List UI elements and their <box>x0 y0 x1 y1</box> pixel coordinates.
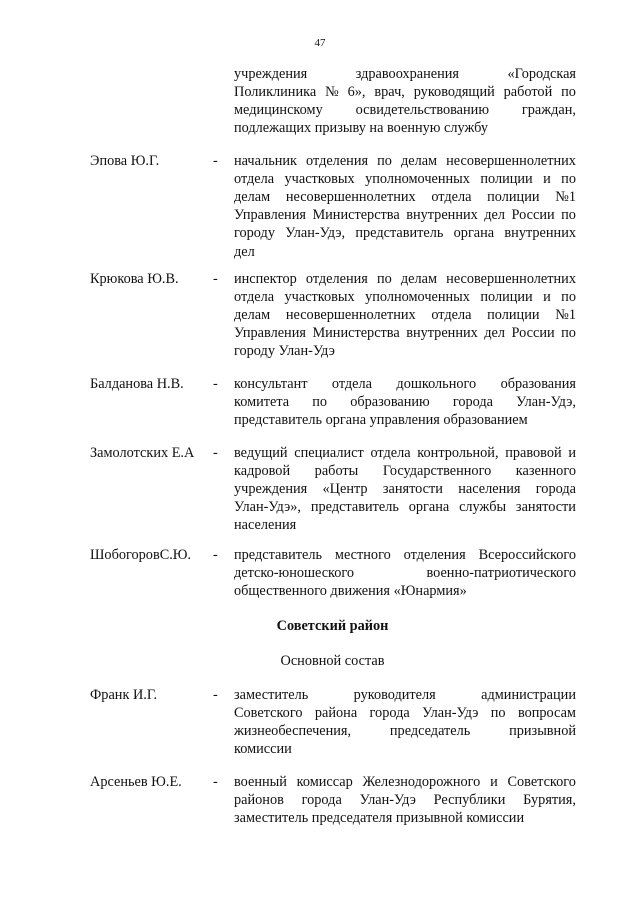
word: и <box>568 445 576 461</box>
word: образования <box>500 376 576 392</box>
word: руководящий <box>413 84 495 101</box>
member-role-line <box>234 152 576 170</box>
word: отделения <box>306 153 369 169</box>
word: службы <box>459 499 507 516</box>
member-name: Крюкова Ю.В. <box>90 271 179 287</box>
word: призывной <box>509 723 576 740</box>
word: Поликлиника <box>234 84 317 101</box>
member-name: Балданова Н.В. <box>90 376 184 392</box>
word: дошкольного <box>396 376 477 392</box>
word: по <box>561 207 576 224</box>
member-role-line <box>234 686 576 704</box>
word: России <box>511 207 555 224</box>
word: работы <box>314 463 359 480</box>
word: Министерства <box>312 325 400 342</box>
word: по <box>312 394 328 411</box>
word: «Городская <box>507 66 576 82</box>
word: занятости <box>515 499 576 516</box>
word: дел <box>484 325 506 342</box>
word: Управления <box>234 207 306 224</box>
member-role-line <box>234 375 576 393</box>
member-dash: - <box>213 376 218 392</box>
word: Улан-Удэ <box>422 705 479 722</box>
word: отдела <box>431 189 472 206</box>
word: № <box>325 84 339 101</box>
word: казенного <box>515 463 576 480</box>
word: военный <box>234 774 287 790</box>
member-name: Арсеньев Ю.Е. <box>90 774 182 790</box>
word: города <box>452 394 493 411</box>
word: города <box>369 705 410 722</box>
word: отдела <box>370 445 411 461</box>
word: Управления <box>234 325 306 342</box>
word: жизнеобеспечения, <box>234 723 352 740</box>
word: Государственного <box>382 463 492 480</box>
word: по <box>561 84 576 101</box>
word: руководителя <box>353 687 436 703</box>
word: медицинскому <box>234 102 323 119</box>
member-name: ШобогоровС.Ю. <box>90 547 192 563</box>
word: и <box>543 171 551 188</box>
word: по <box>561 171 576 188</box>
word: Министерства <box>312 207 400 224</box>
word: заместитель <box>234 687 309 703</box>
member-role-line: населения <box>234 517 297 534</box>
member-role-line <box>234 773 576 791</box>
member-dash: - <box>213 774 218 790</box>
member-role-line <box>234 791 576 809</box>
member-role-line <box>234 722 576 740</box>
word: консультант <box>234 376 308 392</box>
word: представитель <box>234 547 322 563</box>
member-role-line <box>234 444 576 462</box>
member-role-line <box>234 393 576 411</box>
word: участковых <box>284 171 355 188</box>
word: образованию <box>350 394 430 411</box>
word: несовершеннолетних <box>285 189 416 206</box>
word: несовершеннолетних <box>285 307 416 324</box>
word: органа <box>408 499 450 516</box>
word: Улан-Удэ, <box>285 225 346 242</box>
word: №1 <box>555 307 576 324</box>
word: Улан-Удэ, <box>516 394 576 411</box>
word: специалист <box>294 445 364 461</box>
word: вопросам <box>517 705 576 722</box>
word: уполномоченных <box>365 171 470 188</box>
intro-line <box>234 83 576 101</box>
member-role-line <box>234 306 576 324</box>
member-dash: - <box>213 445 218 461</box>
member-name: Замолотских Е.А <box>90 445 195 461</box>
intro-line <box>234 65 576 83</box>
member-role-line: представитель органа управления образованием <box>234 412 528 429</box>
word: делам <box>234 307 271 324</box>
word: представитель <box>355 225 444 242</box>
word: врач, <box>374 84 405 101</box>
word: делам <box>400 271 438 287</box>
word: кадровой <box>234 463 291 480</box>
page-number: 47 <box>314 37 326 49</box>
word: полиции <box>487 307 540 324</box>
word: ведущий <box>234 445 288 461</box>
member-role-line <box>234 462 576 480</box>
member-dash: - <box>213 687 218 703</box>
word: полиции <box>487 189 540 206</box>
member-role-line <box>234 270 576 288</box>
word: несовершеннолетних <box>446 153 576 169</box>
member-role-line <box>234 188 576 206</box>
word: города <box>301 792 342 809</box>
member-role-line <box>234 498 576 516</box>
word: работой <box>503 84 553 101</box>
word: по <box>490 705 506 722</box>
member-role-line <box>234 170 576 188</box>
word: Советского <box>507 774 576 790</box>
intro-line <box>234 101 576 119</box>
word: 6», <box>347 84 366 101</box>
member-role-line <box>234 480 576 498</box>
word: учреждения <box>234 481 308 498</box>
word: Бурятия, <box>523 792 576 809</box>
word: района <box>314 705 358 722</box>
intro-line: подлежащих призыву на военную службу <box>234 120 489 137</box>
member-role-line <box>234 546 576 564</box>
word: по <box>376 271 392 287</box>
word: полиции <box>480 171 533 188</box>
word: Советского <box>234 705 303 722</box>
word: Всероссийского <box>478 547 576 563</box>
word: правовой <box>505 445 562 461</box>
section-subtitle: Основной состав <box>280 653 385 669</box>
member-role-line <box>234 224 576 242</box>
member-role-line <box>234 704 576 722</box>
word: отдела <box>234 171 275 188</box>
member-role-line: заместитель председателя призывной комиссии <box>234 810 525 827</box>
member-dash: - <box>213 153 218 169</box>
word: председатель <box>389 723 471 740</box>
word: и <box>543 289 551 306</box>
word: населения <box>458 481 521 498</box>
word: №1 <box>555 189 576 206</box>
word: инспектор <box>234 271 297 287</box>
word: полиции <box>480 289 533 306</box>
word: Железнодорожного <box>362 774 481 790</box>
member-role-line <box>234 206 576 224</box>
word: военно-патриотического <box>426 565 576 582</box>
word: граждан, <box>521 102 576 119</box>
word: делам <box>400 153 438 169</box>
word: учреждения <box>234 66 308 82</box>
member-role-line <box>234 288 576 306</box>
word: отдела <box>431 307 472 324</box>
word: города <box>535 481 576 498</box>
word: отдела <box>331 376 373 392</box>
word: комиссар <box>296 774 353 790</box>
word: освидетельствованию <box>355 102 490 119</box>
member-dash: - <box>213 271 218 287</box>
word: несовершеннолетних <box>446 271 576 287</box>
member-role-line: общественного движения «Юнармия» <box>234 583 467 600</box>
word: контрольной, <box>417 445 499 461</box>
section-title: Советский район <box>276 618 389 634</box>
member-dash: - <box>213 547 218 563</box>
word: Улан-Удэ», <box>234 499 302 516</box>
word: Республики <box>433 792 506 809</box>
word: администрации <box>481 687 576 703</box>
word: делам <box>234 189 271 206</box>
word: местного <box>334 547 391 563</box>
word: районов <box>234 792 284 809</box>
word: и <box>490 774 498 790</box>
word: здравоохранения <box>355 66 460 82</box>
word: дел <box>484 207 506 224</box>
word: по <box>561 289 576 306</box>
word: уполномоченных <box>365 289 470 306</box>
word: комитета <box>234 394 290 411</box>
word: России <box>511 325 555 342</box>
word: начальник <box>234 153 297 169</box>
word: органа <box>453 225 495 242</box>
word: представитель <box>310 499 399 516</box>
member-role-line: комиссии <box>234 741 292 758</box>
word: отделения <box>403 547 466 563</box>
word: по <box>561 325 576 342</box>
word: участковых <box>284 289 355 306</box>
word: отдела <box>234 289 275 306</box>
word: «Центр <box>322 481 368 498</box>
member-role-line <box>234 324 576 342</box>
word: городу <box>234 225 275 242</box>
member-role-line: дел <box>234 243 255 260</box>
word: занятости <box>382 481 443 498</box>
word: внутренних <box>406 325 478 342</box>
member-name: Франк И.Г. <box>90 687 158 703</box>
member-role-line <box>234 564 576 582</box>
member-role-line: городу Улан-Удэ <box>234 343 335 360</box>
word: детско-юношеского <box>234 565 355 582</box>
word: внутренних <box>504 225 576 242</box>
member-name: Эпова Ю.Г. <box>90 153 160 169</box>
word: отделения <box>305 271 368 287</box>
word: по <box>377 153 392 169</box>
word: Улан-Удэ <box>359 792 416 809</box>
word: внутренних <box>406 207 478 224</box>
